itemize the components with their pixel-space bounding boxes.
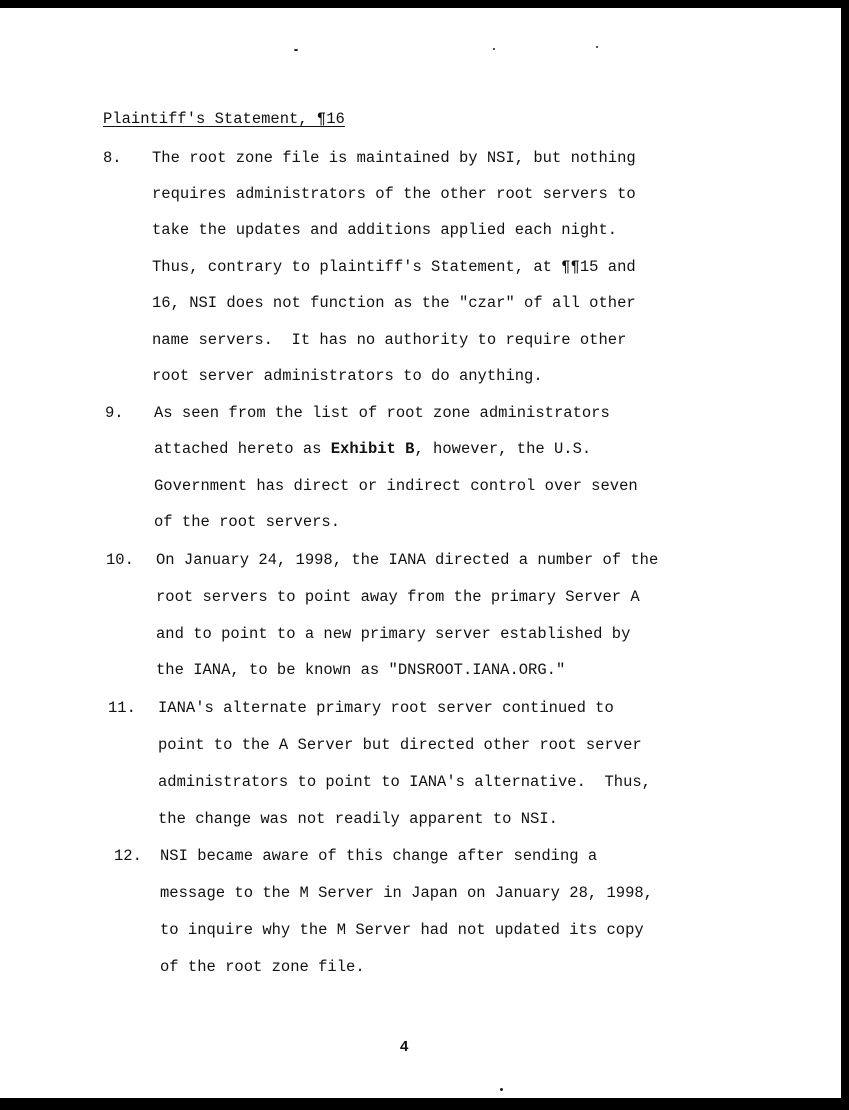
- paragraph-line: requires administrators of the other root servers to: [152, 185, 636, 203]
- paragraph-number: 12.: [114, 847, 142, 865]
- paragraph-line: root servers to point away from the primary Server A: [156, 588, 640, 606]
- scan-border-bottom: [0, 1098, 849, 1110]
- paragraph-line: The root zone file is maintained by NSI, but nothing: [152, 149, 636, 167]
- scan-speck: [596, 46, 598, 48]
- paragraph-line: point to the A Server but directed other root server: [158, 736, 642, 754]
- paragraph-line: administrators to point to IANA's alternative. Thus,: [158, 773, 651, 791]
- paragraph-line: Government has direct or indirect control over seven: [154, 477, 638, 495]
- page-number: 4: [400, 1038, 409, 1055]
- paragraph-number: 8.: [103, 149, 122, 167]
- paragraph-line: take the updates and additions applied each night.: [152, 221, 618, 239]
- paragraph-line: NSI became aware of this change after sending a: [160, 847, 598, 865]
- paragraph-line: and to point to a new primary server established by: [156, 625, 631, 643]
- scan-border-right: [841, 0, 849, 1110]
- scan-border-top: [0, 0, 849, 8]
- paragraph-line: As seen from the list of root zone administrators: [154, 404, 610, 422]
- paragraph-number: 9.: [105, 404, 124, 422]
- paragraph-line: IANA's alternate primary root server continued to: [158, 699, 614, 717]
- paragraph-text: , however, the U.S.: [414, 440, 592, 458]
- paragraph-number: 11.: [108, 699, 136, 717]
- paragraph-text: attached hereto as: [154, 440, 331, 458]
- paragraph-line: Thus, contrary to plaintiff's Statement, at ¶¶15 and: [152, 258, 636, 276]
- paragraph-line: of the root servers.: [154, 513, 341, 531]
- paragraph-line: message to the M Server in Japan on January 28, 1998,: [160, 884, 653, 902]
- paragraph-line: the change was not readily apparent to NSI.: [158, 810, 558, 828]
- paragraph-line: of the root zone file.: [160, 958, 365, 976]
- paragraph-line: name servers. It has no authority to require other: [152, 331, 627, 349]
- exhibit-b-reference: Exhibit B: [330, 440, 415, 458]
- paragraph-line: to inquire why the M Server had not updated its copy: [160, 921, 644, 939]
- scan-speck: [493, 48, 495, 50]
- paragraph-line: 16, NSI does not function as the "czar" of all other: [152, 294, 636, 312]
- paragraph-line: [154, 440, 591, 458]
- paragraph-line: root server administrators to do anything.: [152, 367, 543, 385]
- paragraph-number: 10.: [106, 551, 134, 569]
- scan-speck: [500, 1088, 503, 1091]
- paragraph-line: the IANA, to be known as "DNSROOT.IANA.ORG.": [156, 661, 566, 679]
- scan-speck: [294, 49, 298, 51]
- section-heading: Plaintiff's Statement, ¶16: [103, 110, 345, 128]
- paragraph-line: On January 24, 1998, the IANA directed a number of the: [156, 551, 659, 569]
